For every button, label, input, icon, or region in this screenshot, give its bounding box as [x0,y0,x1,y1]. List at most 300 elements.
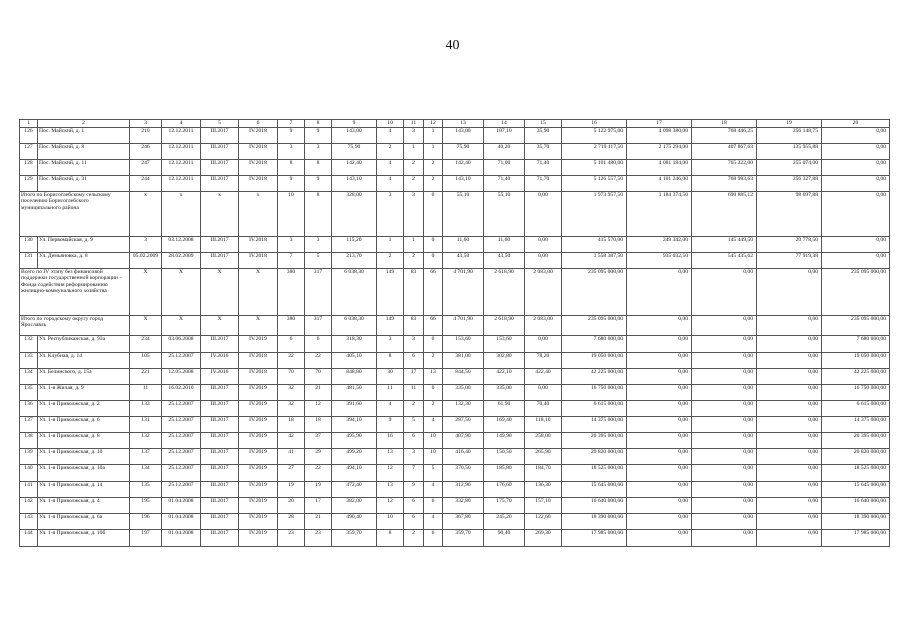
table-cell: 9 [278,127,305,143]
table-cell: 03.06.2008 [162,335,201,352]
table-cell: IV.2019 [239,400,278,416]
table-cell: 196 [130,513,162,529]
table-cell: 0,00 [627,400,692,416]
table-cell: IV.2018 [239,127,278,143]
table-cell: 6 615 000,00 [822,400,890,416]
table-cell: 0,00 [525,191,562,236]
table-cell: 11,60 [443,236,484,252]
table-cell: 25.12.2007 [162,432,201,448]
table-cell: 0,00 [525,252,562,268]
table-cell: 8 [305,159,332,175]
table-cell: 6 [278,335,305,352]
table-cell: III.2017 [201,159,239,175]
table-cell: X [162,315,201,335]
table-cell: 2 618,90 [484,268,525,315]
table-cell: 381,00 [443,352,484,368]
table-cell: IV.2019 [239,432,278,448]
table-cell: 317 [305,268,332,315]
table-cell: 4 701,90 [443,268,484,315]
table-cell: 01.04.2008 [162,513,201,529]
table-cell: 137 [130,448,162,464]
table-cell: 19 [278,481,305,497]
table-row [20,175,890,191]
table-cell: 2 [424,400,443,416]
table-cell: 20 395 000,00 [822,432,890,448]
table-cell: 20 395 000,00 [562,432,627,448]
table-cell: 139 [20,448,38,464]
table-cell: 10 [424,432,443,448]
table-cell: 144 [20,529,38,546]
table-cell: 1 558 387,50 [562,252,627,268]
table-cell: 01.04.2008 [162,497,201,513]
table-cell: III.2017 [201,497,239,513]
table-cell: 22 [278,352,305,368]
column-number-cell: 13 [443,120,484,128]
table-cell: IV.2018 [239,236,278,252]
table-cell: 18 390 000,00 [822,513,890,529]
table-cell: IV.2016 [201,368,239,384]
table-cell: IV.2019 [239,481,278,497]
table-cell: IV.2018 [239,368,278,384]
table-cell: 6 [305,335,332,352]
table-cell: IV.2018 [239,252,278,268]
table-row [20,236,890,252]
table-cell: X [239,268,278,315]
table-cell: 4 701,90 [443,315,484,335]
table-cell: 7 680 000,00 [822,335,890,352]
table-cell: 18 525 000,00 [822,464,890,481]
table-cell: 287,50 [443,416,484,432]
table-cell: III.2017 [201,400,239,416]
table-cell: 235 095 000,00 [822,315,890,335]
table-cell: 197 [130,529,162,546]
table-cell: 0,00 [757,529,822,546]
table-cell: Ул. 1-я Приволжская, д. 6а [38,513,130,529]
table-total-row [20,191,890,236]
table-row [20,352,890,368]
table-cell: 3 [278,236,305,252]
table-cell: 302,80 [484,352,525,368]
table-cell: III.2017 [201,127,239,143]
table-cell: 71,00 [484,159,525,175]
table-cell: 0,00 [627,384,692,400]
table-cell: 6 [404,432,424,448]
table-cell: 115,20 [332,236,377,252]
table-cell: 20 778,50 [757,236,822,252]
table-cell: 499,20 [332,448,377,464]
table-cell: Ул. 1-я Приволжская, д. 4 [38,497,130,513]
table-cell: 422,10 [484,368,525,384]
table-cell: 41 [278,448,305,464]
table-cell: 42 [278,432,305,448]
table-cell: 0,00 [627,481,692,497]
table-cell: 134 [130,464,162,481]
table-row [20,159,890,175]
table-cell: 169,40 [484,416,525,432]
table-cell: III.2017 [201,335,239,352]
table-cell: 4 [377,159,404,175]
table-cell: 12 [305,400,332,416]
table-cell: 03.12.2008 [162,236,201,252]
table-cell: 5 [424,464,443,481]
table-cell: IV.2018 [239,143,278,159]
table-cell: 175,70 [484,497,525,513]
table-cell: 0,00 [757,481,822,497]
table-cell: 1 [404,236,424,252]
table-cell: 122,60 [525,513,562,529]
table-cell: III.2017 [201,416,239,432]
table-cell: 05.02.2009 [130,252,162,268]
table-cell: 21 [305,513,332,529]
table-cell: 0,00 [627,416,692,432]
table-cell: 1 [424,143,443,159]
table-cell: 7 [404,464,424,481]
table-cell: IV.2019 [239,513,278,529]
table-cell: 7 [278,252,305,268]
table-cell: 269,30 [525,529,562,546]
table-cell: 107,10 [484,127,525,143]
table-cell: 10 [278,191,305,236]
table-cell: 0 [424,335,443,352]
table-cell: 134 [20,368,38,384]
table-cell: 01.04.2008 [162,529,201,546]
table-cell: IV.2019 [239,335,278,352]
table-cell: 265,90 [525,448,562,464]
table-cell: 149 [377,315,404,335]
table-cell: 0,00 [627,513,692,529]
table-row [20,513,890,529]
column-number-cell: 8 [305,120,332,128]
column-number-cell: 15 [525,120,562,128]
table-cell: 20 820 000,00 [822,448,890,464]
table-cell: IV.2018 [239,352,278,368]
table-cell: 3 [305,143,332,159]
table-cell: 6 615 000,00 [562,400,627,416]
table-cell: 407,90 [443,432,484,448]
table-cell: 481,50 [332,384,377,400]
column-number-row [20,120,890,128]
table-cell: 137 [20,416,38,432]
table-cell: 0,00 [692,315,757,335]
table-cell: 380 [278,268,305,315]
table-cell: 0,00 [692,464,757,481]
table-cell: 0,00 [525,384,562,400]
table-cell: IV.2019 [239,529,278,546]
table-cell: 176,60 [484,481,525,497]
table-cell: 25.12.2007 [162,352,201,368]
table-cell: 0,00 [757,448,822,464]
table-cell: 0,00 [525,335,562,352]
table-cell: 132 [20,335,38,352]
table-cell: 150,50 [484,448,525,464]
table-cell: 8 [305,191,332,236]
column-number-cell: 14 [484,120,525,128]
table-cell: Ул. Белинского, д. 15а [38,368,130,384]
table-cell: 0,00 [757,400,822,416]
table-cell: 2 [424,352,443,368]
table-body [20,120,890,547]
table-cell: 0,00 [692,497,757,513]
table-cell: Пос. Майский, д. 11 [38,159,130,175]
table-row [20,481,890,497]
table-cell: III.2017 [201,432,239,448]
table-cell: 153,60 [443,335,484,352]
table-cell: 11 [130,384,162,400]
table-cell: 40,20 [484,143,525,159]
table-cell: Пос. Майский, д. 1 [38,127,130,143]
table-cell: 6 [404,497,424,513]
table-cell: 25.12.2007 [162,416,201,432]
table-cell: 16 [377,432,404,448]
column-number-cell: 11 [404,120,424,128]
table-cell: 32 [278,384,305,400]
table-cell: 157,10 [525,497,562,513]
table-cell: 6 [404,513,424,529]
table-cell: 71,40 [484,175,525,191]
table-cell: 143,10 [332,175,377,191]
table-cell: 2 [404,159,424,175]
table-cell: 370,50 [443,464,484,481]
table-cell: 55,10 [484,191,525,236]
table-cell: 367,80 [443,513,484,529]
table-cell: 245,20 [484,513,525,529]
table-cell: III.2017 [201,252,239,268]
table-cell: III.2017 [201,481,239,497]
table-cell: 335,00 [443,384,484,400]
table-cell: Ул. 1-я Приволжская, д. 10 [38,448,130,464]
table-cell: 4 081 184,00 [627,159,692,175]
table-total-row [20,315,890,335]
total-label-cell: Итого по Борисоглебскому сельскому поселению Борисоглебского муниципального района [20,191,130,236]
table-cell: x [201,191,239,236]
table-cell: 0,00 [757,368,822,384]
table-cell: 12.12.2011 [162,127,201,143]
table-cell: Ул. 1-я Приволжская, д. 10б [38,529,130,546]
table-cell: 415 570,00 [562,236,627,252]
table-cell: 143,00 [332,127,377,143]
column-number-cell: 17 [627,120,692,128]
table-cell: 70 [305,368,332,384]
table-cell: 407 867,63 [692,143,757,159]
table-cell: 78,20 [525,352,562,368]
table-cell: 359,70 [443,529,484,546]
table-cell: 16.02.2010 [162,384,201,400]
column-number-cell: 12 [424,120,443,128]
table-cell: 2 [377,143,404,159]
table-cell: 135 955,88 [757,143,822,159]
table-cell: Ул. 1-я Приволжская, д. 8 [38,432,130,448]
table-cell: 145 449,50 [692,236,757,252]
table-cell: 0,00 [692,481,757,497]
table-cell: 416,40 [443,448,484,464]
table-cell: 234 [130,335,162,352]
table-cell: Ул. Первомайская, д. 9 [38,236,130,252]
table-cell: 9 [278,175,305,191]
table-cell: 19 [305,481,332,497]
table-cell: 14 375 000,00 [822,416,890,432]
column-number-cell: 9 [332,120,377,128]
table-cell: 5 126 557,50 [562,175,627,191]
table-cell: III.2017 [201,236,239,252]
table-cell: 21 [305,384,332,400]
table-cell: 0,00 [627,497,692,513]
table-cell: Ул. 1-я Приволжская, д. 6 [38,416,130,432]
table-cell: 130 [20,236,38,252]
table-cell: 249 342,00 [627,236,692,252]
table-cell: 0,00 [692,448,757,464]
table-cell: 185,80 [484,464,525,481]
table-cell: X [130,268,162,315]
table-cell: Ул. 1-я Приволжская, д. 14 [38,481,130,497]
table-cell: 221 [130,368,162,384]
table-cell: 18 [305,416,332,432]
table-cell: 0,00 [757,268,822,315]
table-cell: 359,70 [332,529,377,546]
table-cell: 17 985 000,00 [562,529,627,546]
table-cell: 0,00 [627,368,692,384]
table-cell: 312,90 [443,481,484,497]
column-number-cell: 5 [201,120,239,128]
table-cell: 133 [130,400,162,416]
table-cell: 244 [130,175,162,191]
table-cell: 70,40 [525,400,562,416]
table-cell: 235 095 000,00 [562,315,627,335]
table-cell: 690 885,12 [692,191,757,236]
table-cell: 0,00 [627,464,692,481]
table-cell: 768 446,25 [692,127,757,143]
table-cell: 66 [424,315,443,335]
table-cell: 43,50 [484,252,525,268]
table-cell: 0,00 [757,464,822,481]
table-cell: 13 [424,368,443,384]
table-cell: Пос. Майский, д. 31 [38,175,130,191]
table-cell: IV.2018 [239,159,278,175]
table-cell: III.2017 [201,529,239,546]
table-cell: 138 [20,432,38,448]
table-cell: Ул. 1-я Приволжская, д. 2 [38,400,130,416]
table-cell: 129 [20,175,38,191]
table-cell: III.2017 [201,175,239,191]
table-cell: 0,00 [757,497,822,513]
table-cell: 140 [20,464,38,481]
table-cell: 0,00 [822,236,890,252]
table-cell: 8 [278,159,305,175]
table-cell: 3 [305,236,332,252]
table-cell: 3 [130,236,162,252]
table-cell: 12 [377,497,404,513]
table-cell: 0,00 [692,368,757,384]
table-cell: 22 [305,464,332,481]
column-number-cell: 3 [130,120,162,128]
table-row [20,252,890,268]
table-cell: Ул. 1-я Жилая, д. 9 [38,384,130,400]
table-cell: 28.02.2009 [162,252,201,268]
table-cell: IV.2018 [239,175,278,191]
table-cell: 1 [404,143,424,159]
table-cell: 2 [404,252,424,268]
table-cell: 0 [424,236,443,252]
table-cell: IV.2019 [239,384,278,400]
table-cell: 118,10 [525,416,562,432]
table-cell: x [130,191,162,236]
table-cell: 132,30 [443,400,484,416]
table-cell: 133 [20,352,38,368]
table-cell: 1 [424,127,443,143]
table-cell: 105 [130,352,162,368]
table-cell: III.2017 [201,448,239,464]
table-cell: 4 [424,513,443,529]
table-cell: 405,10 [332,352,377,368]
table-cell: 0,00 [757,416,822,432]
table-cell: 32 [278,400,305,416]
table-cell: 66 [424,268,443,315]
table-row [20,127,890,143]
table-cell: 5 101 480,00 [562,159,627,175]
table-cell: X [162,268,201,315]
table-cell: 6 038,30 [332,315,377,335]
table-cell: 2 175 294,00 [627,143,692,159]
table-cell: Пос. Майский, д. 8 [38,143,130,159]
table-cell: 0,00 [692,529,757,546]
table-cell: 0,00 [692,335,757,352]
table-cell: 0,00 [627,268,692,315]
table-cell: 382,00 [332,497,377,513]
table-cell: 5 [305,252,332,268]
table-row [20,384,890,400]
table-cell: 9 [305,127,332,143]
table-cell: X [130,315,162,335]
table-cell: 495,90 [332,432,377,448]
table-row [20,432,890,448]
table-cell: 2 618,90 [484,315,525,335]
table-cell: 20 820 000,00 [562,448,627,464]
table-cell: 4 098 380,00 [627,127,692,143]
table-cell: 472,40 [332,481,377,497]
table-cell: 18 525 000,00 [562,464,627,481]
table-cell: 1 [377,236,404,252]
table-cell: 10 [377,513,404,529]
table-cell: 16 640 000,00 [562,497,627,513]
table-cell: 143,10 [443,175,484,191]
table-cell: 258,00 [525,432,562,448]
table-row [20,335,890,352]
table-total-row [20,268,890,315]
column-number-cell: 19 [757,120,822,128]
table-cell: 9 [404,481,424,497]
table-cell: 9 [305,175,332,191]
table-cell: X [239,315,278,335]
table-cell: IV.2019 [239,416,278,432]
table-cell: 0,00 [757,352,822,368]
table-cell: 247 [130,159,162,175]
table-cell: 213,70 [332,252,377,268]
table-cell: 43,50 [443,252,484,268]
table-row [20,497,890,513]
table-cell: 17 985 000,00 [822,529,890,546]
table-cell: 75,90 [332,143,377,159]
table-cell: 15 645 000,00 [562,481,627,497]
table-cell: X [201,315,239,335]
table-cell: 35,90 [525,127,562,143]
table-cell: III.2017 [201,384,239,400]
table-cell: 25.12.2007 [162,464,201,481]
table-cell: 4 [377,127,404,143]
table-cell: 935 032,50 [627,252,692,268]
table-cell: 28 [278,513,305,529]
table-cell: 235 095 000,00 [822,268,890,315]
table-cell: 149,90 [484,432,525,448]
table-cell: 126 [20,127,38,143]
